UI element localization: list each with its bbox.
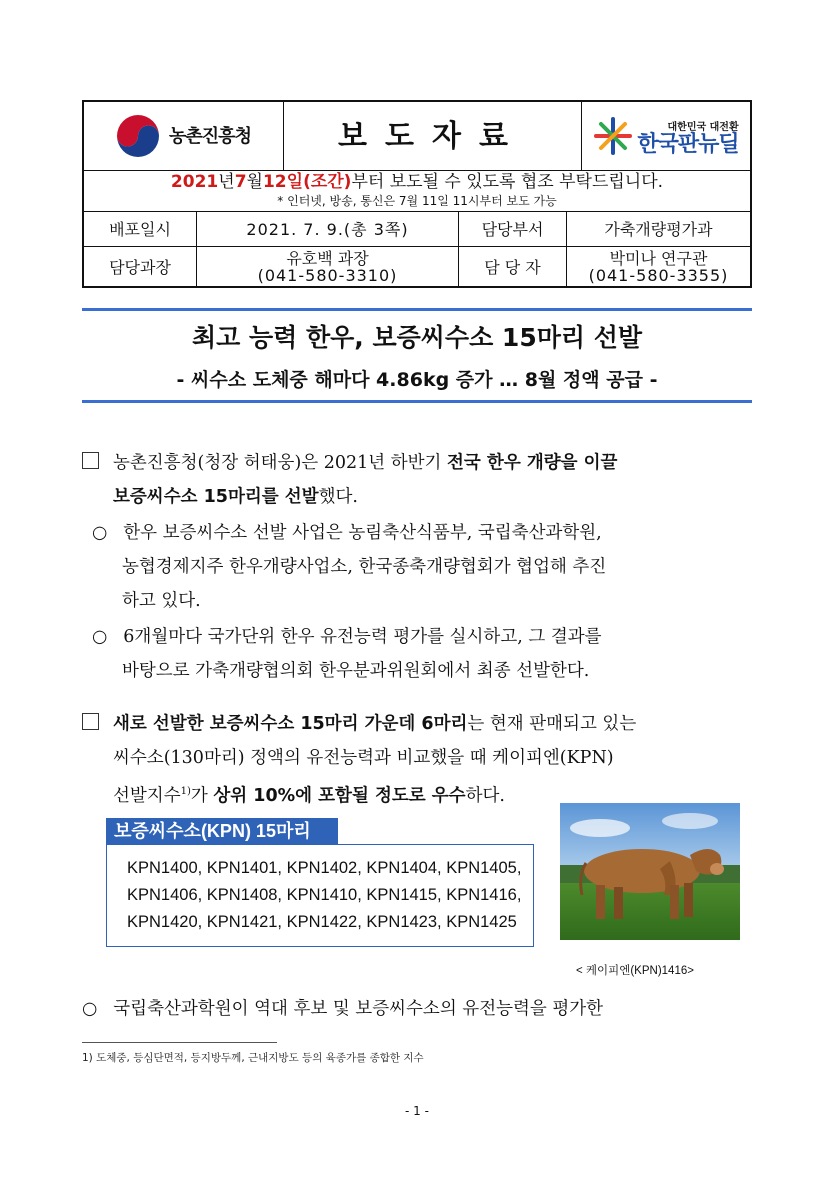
paragraph-4 [82,707,762,813]
text: 선발지수 [113,785,181,806]
dist-value: 2021. 7. 9.(총 3쪽) [246,219,409,239]
text: 하다. [465,785,505,806]
newdeal-star-icon [593,116,633,156]
circle-bullet-icon: ○ [92,627,108,647]
emphasis: 전국 한우 개량을 이끌 [447,453,618,473]
dist-label: 배포일시 [109,219,171,239]
paragraph-3 [92,620,762,688]
kpn-box-label: 보증씨수소(KPN) 15마리 [106,818,338,844]
headline-title: 최고 능력 한우, 보증씨수소 15마리 선발 [191,323,643,352]
newdeal-logo [582,102,750,170]
embargo-month: 7 [234,171,247,192]
embargo-day-suffix: 일(조간) [286,171,352,192]
text: 농촌진흥청(청장 허태웅)은 2021년 하반기 [113,453,448,473]
person-name: 박미나 연구관 [609,249,708,268]
footnote-ref[interactable]: 1) [180,786,191,797]
bull-image [560,803,740,940]
circle-bullet-icon: ○ [82,999,98,1019]
text: 는 현재 판매되고 있는 [467,714,637,734]
text: 6개월마다 국가단위 한우 유전능력 평가를 실시하고, 그 결과를 [123,627,602,647]
paragraph-2 [92,516,762,618]
circle-bullet-icon: ○ [92,523,108,543]
agency-name: 농촌진흥청 [169,125,251,147]
embargo-text: 년 [218,171,235,192]
footnote-rule [82,1042,277,1043]
newdeal-small-text: 대한민국 대전환 [667,122,739,133]
chief-contact [197,247,458,287]
doc-type-title: 보도자료 [338,118,526,154]
checkbox-bullet-icon [82,713,99,730]
text: 가 [190,785,214,806]
kpn-row: KPN1400, KPN1401, KPN1402, KPN1404, KPN1405, [127,859,522,877]
person-label: 담 당 자 [484,257,541,277]
newdeal-big-text: 한국판뉴딜 [637,132,739,157]
embargo-year: 2021 [170,171,219,192]
person-contact [567,247,750,287]
checkbox-bullet-icon [82,452,99,469]
paragraph-1 [82,446,762,514]
dept-value: 가축개량평가과 [604,219,713,239]
text: 했다. [318,487,358,507]
text: 국립축산과학원이 역대 후보 및 보증씨수소의 유전능력을 평가한 [113,999,604,1019]
dept-label: 담당부서 [481,219,544,239]
embargo-subnote: * 인터넷, 방송, 통신은 7월 11일 11시부터 보도 가능 [277,193,557,208]
kpn-row: KPN1406, KPN1408, KPN1410, KPN1415, KPN1416, [127,886,522,904]
agency-logo [84,102,282,170]
embargo-day: 12 [262,171,287,192]
embargo-text: 월 [246,171,263,192]
page-number: - 1 - [405,1104,429,1118]
photo-caption: < 케이피엔(KPN)1416> [576,965,694,977]
government-emblem-icon [115,113,161,159]
emphasis: 새로 선발한 보증씨수소 15마리 가운데 6마리 [113,714,468,734]
kpn-row: KPN1420, KPN1421, KPN1422, KPN1423, KPN1425 [127,913,517,931]
paragraph-5 [82,992,762,1026]
headline-top-rule [82,308,752,311]
text: 씨수소(130마리) 정액의 유전능력과 비교했을 때 케이피엔(KPN) [113,748,614,768]
emphasis: 보증씨수소 15마리를 선발 [113,487,319,507]
chief-name: 유호백 과장 [286,249,369,268]
text: 한우 보증씨수소 선발 사업은 농림축산식품부, 국립축산과학원, [123,523,602,543]
embargo-text: 부터 보도될 수 있도록 협조 부탁드립니다. [351,171,664,192]
footnote: 1) 도체중, 등심단면적, 등지방두께, 근내지방도 등의 육종가를 종합한 지수 [82,1052,424,1064]
text: 하고 있다. [122,591,201,611]
text: 바탕으로 가축개량협의회 한우분과위원회에서 최종 선발한다. [122,661,590,681]
chief-label: 담당과장 [109,257,171,277]
headline-subtitle: - 씨수소 도체중 해마다 4.86kg 증가 … 8월 정액 공급 - [176,369,658,391]
person-phone: (041-580-3355) [588,266,729,285]
headline-bottom-rule [82,400,752,403]
text: 농협경제지주 한우개량사업소, 한국종축개량협회가 협업해 추진 [122,557,607,577]
emphasis: 상위 10%에 포함될 정도로 우수 [213,785,466,806]
kpn-list-box [106,844,534,947]
bull-photo [560,803,740,940]
embargo-notice [84,171,750,193]
chief-phone: (041-580-3310) [257,266,398,285]
